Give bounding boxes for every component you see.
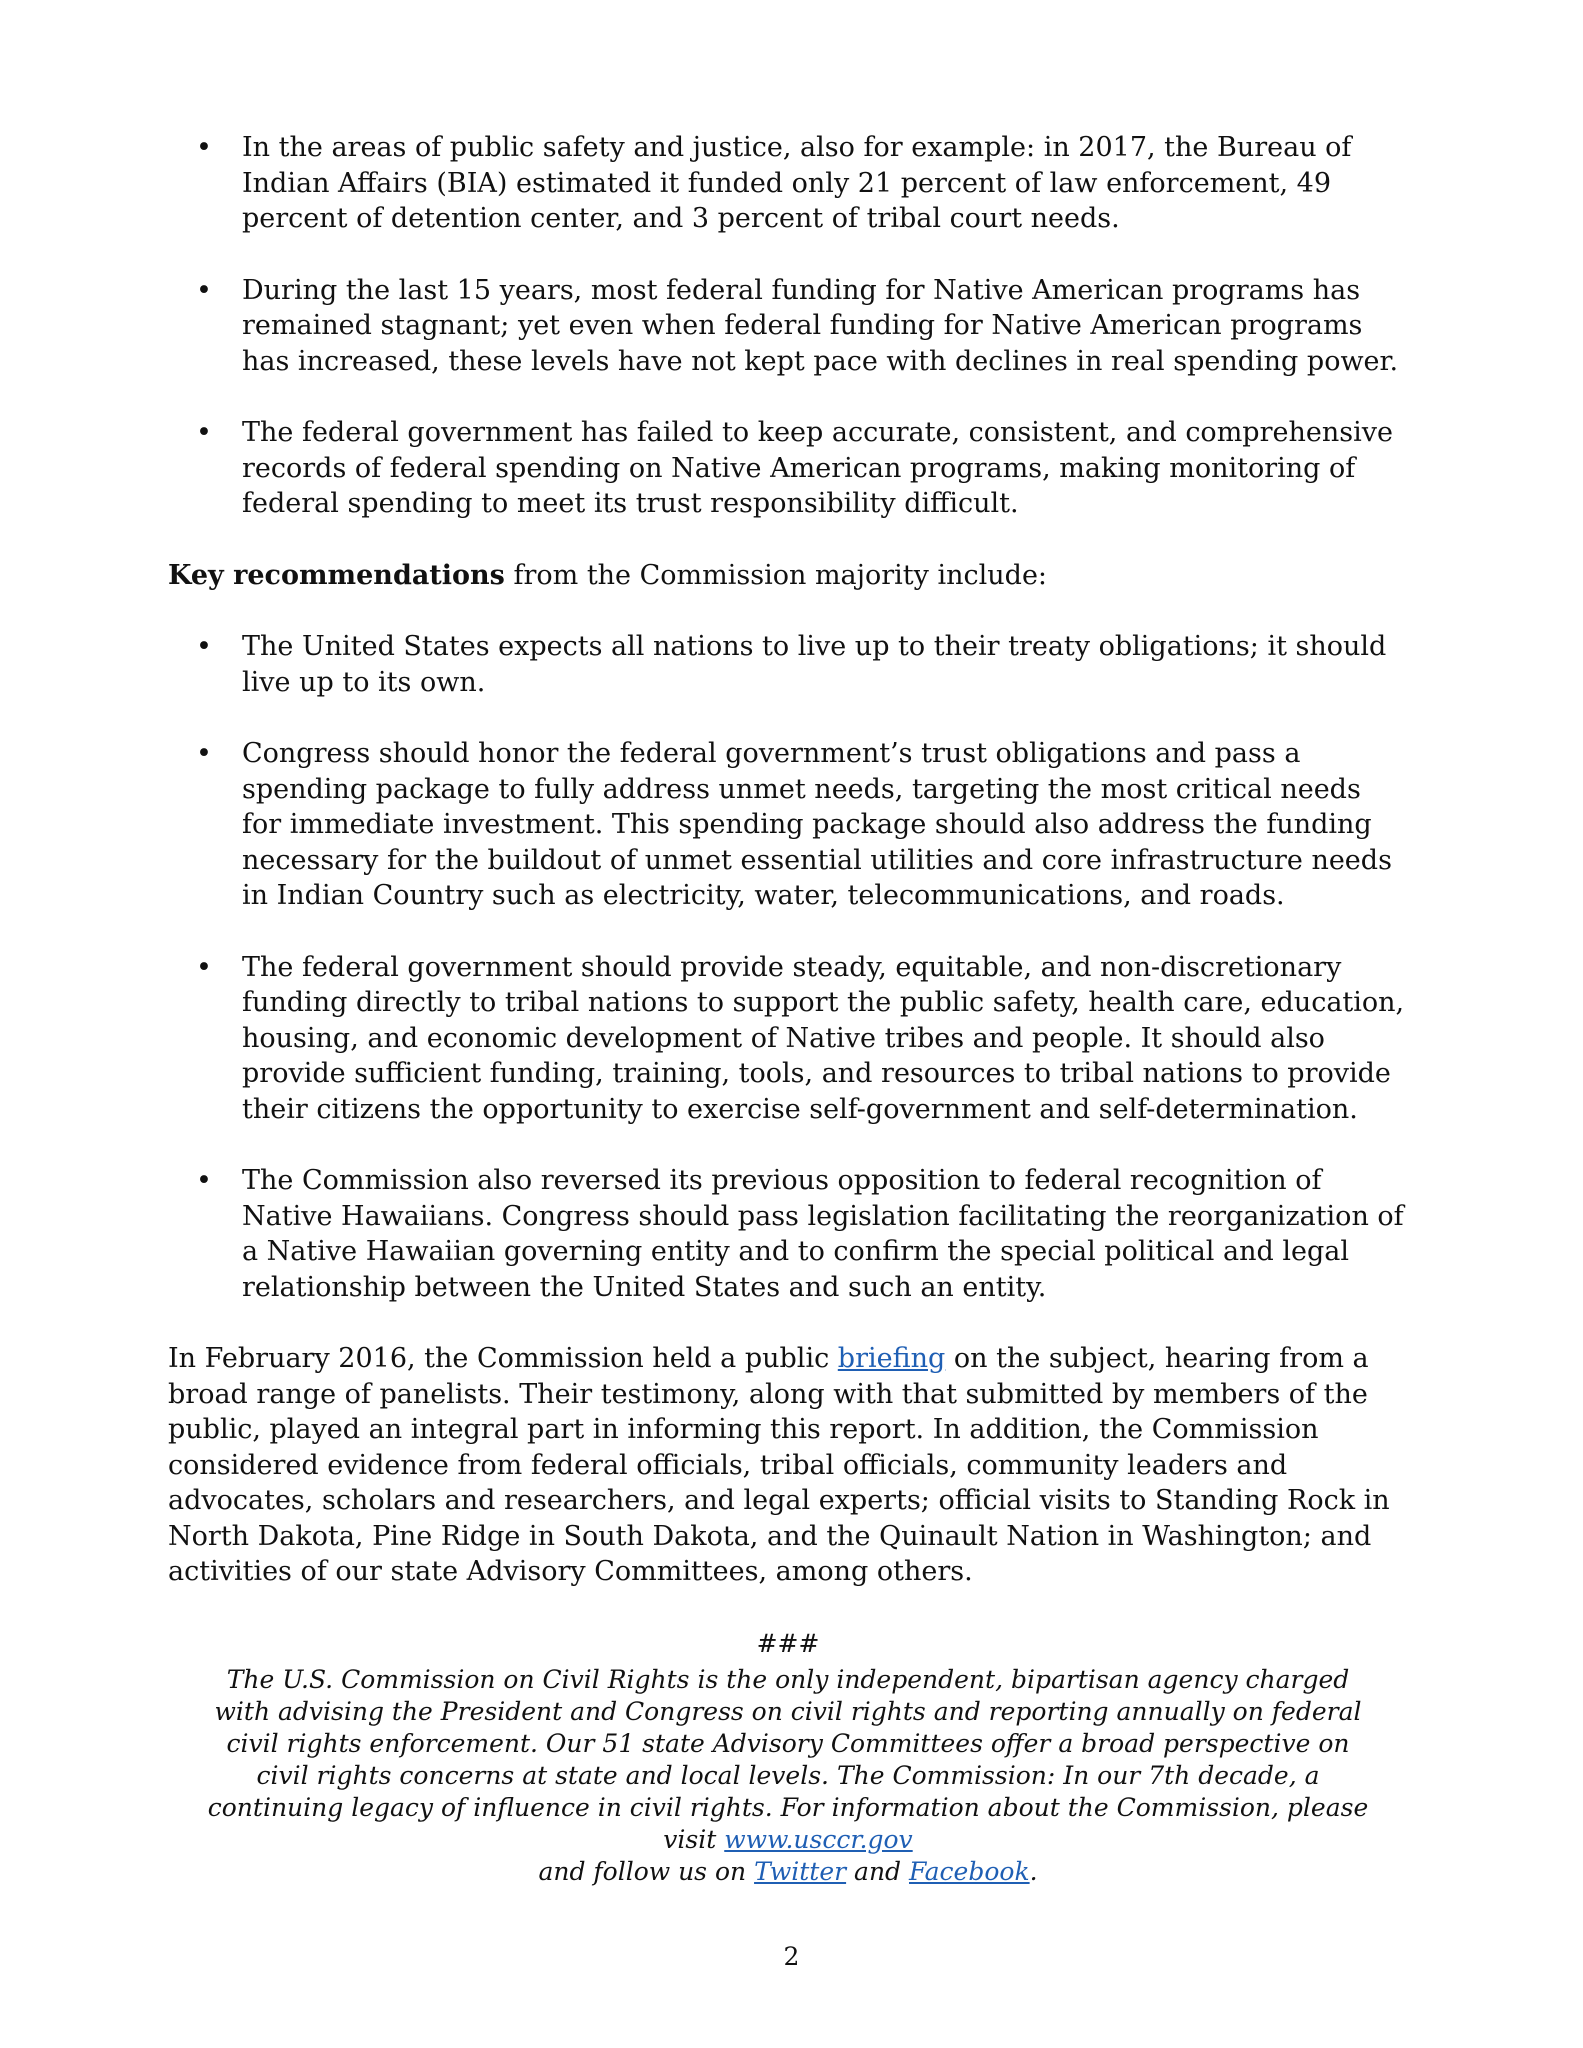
commission-boilerplate (198, 1664, 1378, 1888)
briefing-link[interactable]: briefing (837, 1343, 946, 1374)
list-item-text: The Commission also reversed its previous opposition to federal recognition of Native Hawaiians. Congress should pass legislation facilitating the reorganization of a Native Hawaiian governing entity and to confirm the special political and legal relationship between the United States and such an entity. (242, 1165, 1404, 1303)
page-number: 2 (783, 1942, 800, 1971)
list-item-text: In the areas of public safety and justice, also for example: in 2017, the Bureau of Indian Affairs (BIA) estimated it funded only 21 percent of law enforcement, 49 percent of detention center, and 3 percent of tribal court needs. (242, 132, 1352, 234)
facebook-link[interactable]: Facebook (909, 1856, 1030, 1886)
list-item-text: The federal government should provide steady, equitable, and non-discretionary funding directly to tribal nations to support the public safety, health care, education, housing, and economic development of Native tribes and people. It should also provide sufficient funding, training, tools, and resources to tribal nations to provide their citizens the opportunity to exercise self-government and self-determination. (242, 951, 1405, 1125)
follow-text: and follow us on (538, 1856, 755, 1886)
bullet-icon: • (196, 1165, 212, 1196)
list-item (168, 950, 1408, 1128)
bullet-icon: • (196, 631, 212, 662)
bullet-icon: • (196, 274, 212, 306)
website-link[interactable]: www.usccr.gov (724, 1824, 913, 1854)
key-recommendations-heading: Key recommendations (168, 559, 505, 591)
list-item (168, 736, 1408, 914)
closing-text-start: In February 2016, the Commission held a public (168, 1343, 838, 1374)
bullet-icon: • (196, 738, 212, 769)
findings-list (168, 130, 1408, 522)
twitter-link[interactable]: Twitter (754, 1856, 847, 1886)
list-item (168, 629, 1408, 700)
and-text: and (846, 1856, 909, 1886)
closing-text-end: on the subject, hearing from a broad range of panelists. Their testimony, along with that submitted by members of the public, played an integral part in informing this report. In addition, the Commission considered evidence from federal officials, tribal officials, community leaders and advocates, scholars and researchers, and legal experts; official visits to Standing Rock in North Dakota, Pine Ridge in South Dakota, and the Quinault Nation in Washington; and activities of our state Advisory Committees, among others. (168, 1343, 1390, 1587)
bullet-icon: • (196, 951, 212, 983)
boilerplate-text: The U.S. Commission on Civil Rights is the only independent, bipartisan agency charged with advising the President and Congress on civil rights and reporting annually on federal civil rights enforcement. Our 51 state Advisory Committees offer a broad perspective on civil rights concerns at state and local levels. The Commission: In our 7th decade, a continuing legacy of influence in civil rights. For information about the Commission, please visit (207, 1664, 1369, 1854)
key-recommendations-intro (168, 558, 1408, 594)
footer-end: . (1029, 1856, 1038, 1886)
page-content (168, 130, 1408, 1888)
list-item-text: Congress should honor the federal government’s trust obligations and pass a spending package to fully address unmet needs, targeting the most critical needs for immediate investment. This spending package should also address the funding necessary for the buildout of unmet essential utilities and core infrastructure needs in Indian Country such as electricity, water, telecommunications, and roads. (242, 738, 1392, 911)
list-item (168, 130, 1408, 237)
list-item-text: The federal government has failed to keep accurate, consistent, and comprehensive records of federal spending on Native American programs, making monitoring of federal spending to meet its trust responsibility difficult. (242, 417, 1393, 519)
list-item-text: During the last 15 years, most federal funding for Native American programs has remained stagnant; yet even when federal funding for Native American programs has increased, these levels have not kept pace with declines in real spending power. (242, 274, 1399, 377)
list-item (168, 415, 1408, 522)
section-separator: ### (756, 1628, 820, 1658)
recommendations-list (168, 629, 1408, 1305)
key-recommendations-rest: from the Commission majority include: (504, 559, 1048, 591)
list-item-text: The United States expects all nations to live up to their treaty obligations; it should live up to its own. (242, 631, 1387, 698)
bullet-icon: • (196, 417, 212, 448)
bullet-icon: • (196, 132, 212, 163)
list-item (168, 273, 1408, 380)
closing-paragraph (168, 1341, 1408, 1590)
list-item (168, 1163, 1408, 1305)
